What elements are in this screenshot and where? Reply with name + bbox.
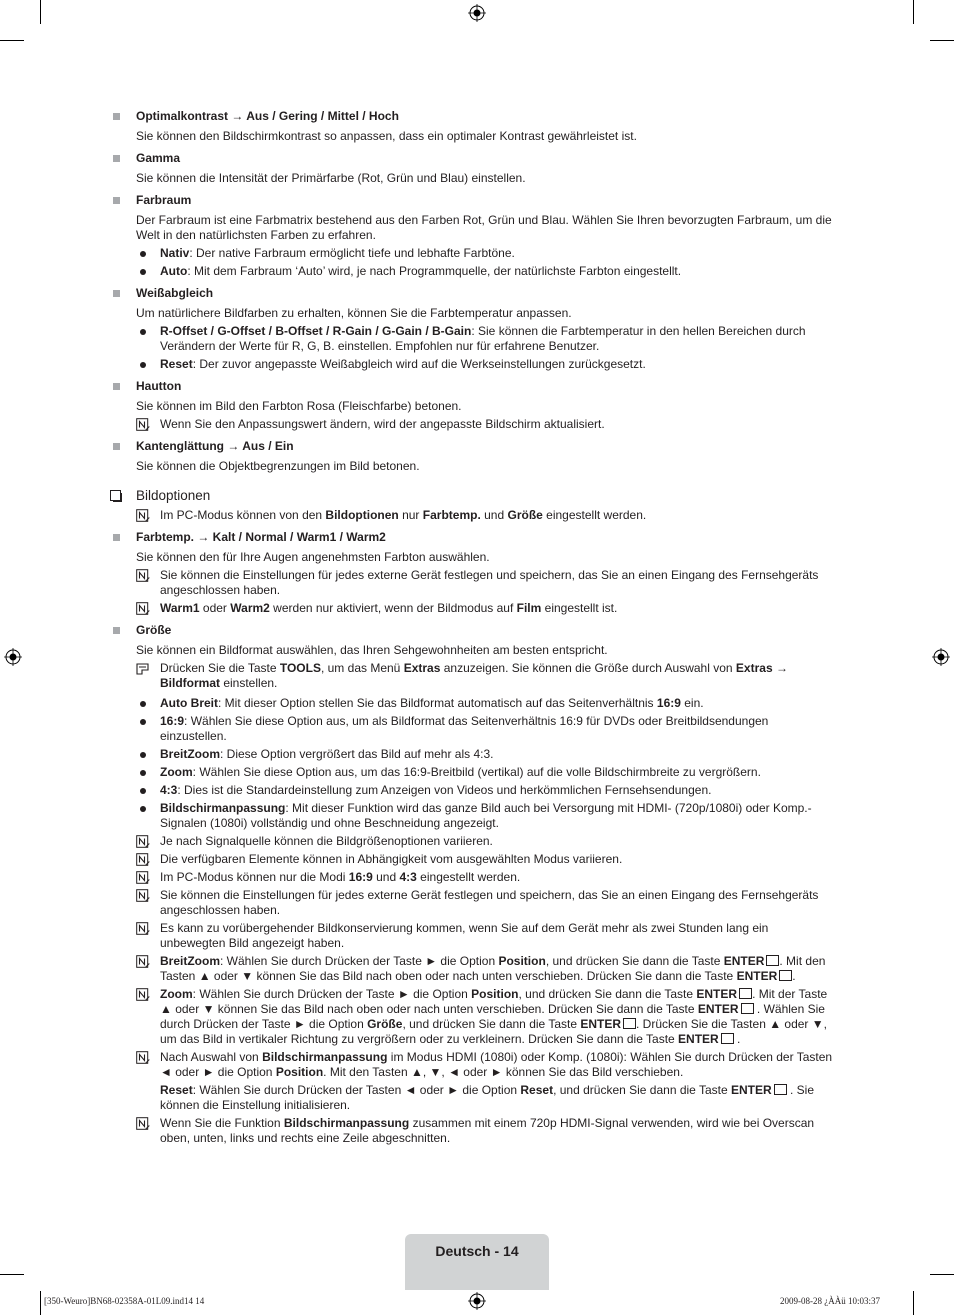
note-item bbox=[136, 852, 836, 867]
note-term: TOOLS bbox=[279, 661, 321, 675]
subsection-title: Bildoptionen bbox=[136, 488, 211, 503]
note-text: . Drücken Sie die Tasten ▲ oder ▼, um das Bild in vertikaler Richtung zu vergrößern oder zu verkleinern. Drücken Sie dann die Taste bbox=[160, 1017, 827, 1046]
note-text: zusammen mit einem 720p HDMI-Signal verwenden, wird wie bei Overscan oben, unten, links und rechts eine Zeile abgeschnitten. bbox=[160, 1116, 815, 1145]
note-text: anzuzeigen. Sie können die Größe durch Auswahl von bbox=[440, 661, 736, 675]
note-icon bbox=[136, 1117, 150, 1130]
note-text: : Wählen Sie durch Drücken der Tasten ◄ oder ► die Option bbox=[192, 1083, 521, 1097]
note-text: und bbox=[480, 508, 508, 522]
bullet-dot-icon bbox=[140, 362, 146, 368]
crop-mark bbox=[930, 1274, 954, 1275]
note-item bbox=[136, 1116, 836, 1146]
note-text: oder bbox=[199, 601, 231, 615]
note-item bbox=[136, 954, 836, 984]
note-term: ENTER bbox=[678, 1032, 719, 1046]
bullet-term: Auto bbox=[160, 264, 188, 278]
note-text: Die verfügbaren Elemente können in Abhängigkeit vom ausgewählten Modus variieren. bbox=[160, 852, 623, 866]
section-description: Sie können den Bildschirmkontrast so anpassen, dass ein optimaler Kontrast gewährleistet ist. bbox=[136, 129, 637, 143]
note-item bbox=[136, 921, 836, 951]
note-text: : Wählen Sie durch Drücken der Taste ► die Option bbox=[220, 954, 499, 968]
bullet-text: : Sie können die Farbtemperatur in den hellen Bereichen durch Verändern der Werte für R, G, B. einstellen. Empfohlen nur für erfahrene Benutzer. bbox=[160, 324, 806, 353]
bullet-term: 16:9 bbox=[160, 714, 185, 728]
note-item bbox=[136, 1050, 836, 1080]
section-description: Sie können im Bild den Farbton Rosa (Fleischfarbe) betonen. bbox=[136, 399, 462, 413]
section-kantenglaettung bbox=[110, 439, 836, 474]
note-text: eingestellt ist. bbox=[541, 601, 618, 615]
section-description: Um natürlichere Bildfarben zu erhalten, können Sie die Farbtemperatur anpassen. bbox=[136, 306, 572, 320]
bullet-text: : Der native Farbraum ermöglicht tiefe und lebhafte Farbtöne. bbox=[189, 246, 515, 260]
note-term: Farbtemp. bbox=[422, 508, 481, 522]
crop-mark bbox=[0, 40, 24, 41]
bullet-text: : Der zuvor angepasste Weißabgleich wird auf die Werkseinstellungen zurückgesetzt. bbox=[192, 357, 646, 371]
section-hautton bbox=[110, 379, 836, 432]
note-text: , und drücken Sie dann die Taste bbox=[518, 987, 697, 1001]
bullet-text: : Mit dieser Funktion wird das ganze Bild auch bei Versorgung mit HDMI- (720p/1080i) oder Komp.-Signalen (1080i) vollständig und ohne Beschneidung angezeigt. bbox=[160, 801, 812, 830]
section-title: Farbtemp. → Kalt / Normal / Warm1 / Warm2 bbox=[136, 530, 386, 544]
bullet-term: Reset bbox=[160, 357, 193, 371]
note-item bbox=[136, 508, 836, 523]
bullet-text: : Wählen Sie diese Option aus, um als Bildformat das Seitenverhältnis 16:9 für DVDs oder Breitbildsendungen einzustellen. bbox=[160, 714, 769, 743]
footer-timestamp: 2009-08-28 ¿ÀÀü 10:03:37 bbox=[780, 1296, 880, 1306]
note-term: 16:9 bbox=[348, 870, 373, 884]
bullet-item bbox=[136, 783, 836, 798]
bullet-text: : Mit dieser Option stellen Sie das Bildformat automatisch auf das Seitenverhältnis bbox=[218, 696, 657, 710]
note-text: . Mit den Tasten ▲, ▼, ◄ oder ► können Sie das Bild verschieben. bbox=[323, 1065, 684, 1079]
note-icon bbox=[136, 988, 150, 1001]
bullet-term: Bildschirmanpassung bbox=[160, 801, 286, 815]
section-groesse bbox=[110, 623, 836, 1146]
note-item bbox=[136, 888, 836, 918]
note-term: Zoom bbox=[160, 987, 193, 1001]
square-bullet-icon bbox=[113, 443, 120, 450]
reset-paragraph bbox=[136, 1083, 836, 1113]
enter-key-icon bbox=[721, 1033, 734, 1044]
enter-key-icon bbox=[739, 988, 752, 999]
section-description: Der Farbraum ist eine Farbmatrix bestehend aus den Farben Rot, Grün und Blau. Wählen Sie Ihren bevorzugten Farbraum, um die Welt in den natürlichsten Farben zu erfahren. bbox=[136, 213, 832, 242]
section-description: Sie können die Intensität der Primärfarbe (Rot, Grün und Blau) einstellen. bbox=[136, 171, 526, 185]
note-term: Warm1 bbox=[160, 601, 200, 615]
bullet-term: Nativ bbox=[160, 246, 190, 260]
note-icon bbox=[136, 418, 150, 431]
square-bullet-icon bbox=[113, 534, 120, 541]
bullet-item bbox=[136, 324, 836, 354]
note-text: Im PC-Modus können von den bbox=[160, 508, 326, 522]
note-item bbox=[136, 870, 836, 885]
note-text: : Wählen Sie durch Drücken der Taste ► die Option bbox=[192, 987, 472, 1001]
note-text: . Mit den Tasten ▲ oder ▼ können Sie das Bild nach oben oder nach unten verschieben. Drücken Sie dann die Taste bbox=[160, 954, 826, 983]
note-term: Reset bbox=[520, 1083, 554, 1097]
note-term: Bildoptionen bbox=[325, 508, 399, 522]
note-text: Es kann zu vorübergehender Bildkonservierung kommen, wenn Sie auf dem Gerät mehr als zwei Stunden lang ein unbewegten Bild angezeigt haben. bbox=[160, 921, 769, 950]
note-icon bbox=[136, 602, 150, 615]
note-text: einstellen. bbox=[220, 676, 278, 690]
bullet-item bbox=[136, 696, 836, 711]
note-icon bbox=[136, 889, 150, 902]
note-term: Position bbox=[275, 1065, 324, 1079]
bullet-term: 4:3 bbox=[160, 783, 178, 797]
note-text: Sie können die Einstellungen für jedes externe Gerät festlegen und speichern, das Sie an einen Eingang des Fernsehgeräts angeschlossen haben. bbox=[160, 568, 819, 597]
section-title: Hautton bbox=[136, 379, 182, 393]
note-term: Bildschirmanpassung bbox=[283, 1116, 410, 1130]
crop-mark bbox=[40, 1291, 41, 1315]
note-icon bbox=[136, 853, 150, 866]
bullet-term: Zoom bbox=[160, 765, 193, 779]
bullet-item bbox=[136, 264, 836, 279]
page-number: Deutsch - 14 bbox=[435, 1243, 519, 1259]
note-term: Warm2 bbox=[230, 601, 270, 615]
section-description: Sie können den für Ihre Augen angenehmsten Farbton auswählen. bbox=[136, 550, 490, 564]
tools-icon bbox=[136, 662, 150, 675]
note-text: . bbox=[792, 969, 796, 983]
bullet-dot-icon bbox=[140, 719, 146, 725]
tools-note bbox=[136, 661, 836, 691]
section-title: Gamma bbox=[136, 151, 181, 165]
manual-content bbox=[110, 109, 836, 1146]
note-text: Je nach Signalquelle können die Bildgrößenoptionen variieren. bbox=[160, 834, 493, 848]
note-term: Bildschirmanpassung bbox=[262, 1050, 388, 1064]
square-bullet-icon bbox=[113, 290, 120, 297]
note-term: Position bbox=[498, 954, 546, 968]
section-title: Farbraum bbox=[136, 193, 192, 207]
section-gamma bbox=[110, 151, 836, 186]
note-text: , und drücken Sie dann die Taste bbox=[545, 954, 724, 968]
note-icon bbox=[136, 922, 150, 935]
bullet-dot-icon bbox=[140, 269, 146, 275]
note-term: ENTER bbox=[696, 987, 738, 1001]
note-term: BreitZoom bbox=[160, 954, 220, 968]
note-term: ENTER bbox=[736, 969, 778, 983]
note-text: . Sie können die Einstellung initialisieren. bbox=[160, 1083, 815, 1112]
note-text: nur bbox=[398, 508, 423, 522]
note-text: eingestellt werden. bbox=[416, 870, 521, 884]
note-text: , und drücken Sie dann die Taste bbox=[402, 1017, 581, 1031]
note-icon bbox=[136, 569, 150, 582]
bullet-text: : Diese Option vergrößert das Bild auf mehr als 4:3. bbox=[220, 747, 494, 761]
square-bullet-icon bbox=[113, 383, 120, 390]
bullet-dot-icon bbox=[140, 806, 146, 812]
note-icon bbox=[136, 509, 150, 522]
note-term: ENTER bbox=[697, 1002, 739, 1016]
note-item bbox=[136, 417, 836, 432]
crop-mark bbox=[0, 1274, 24, 1275]
section-description: Sie können ein Bildformat auswählen, das Ihren Sehgewohnheiten am besten entspricht. bbox=[136, 643, 608, 657]
note-text: , und drücken Sie dann die Taste bbox=[553, 1083, 731, 1097]
crop-mark bbox=[40, 0, 41, 24]
bullet-dot-icon bbox=[140, 701, 146, 707]
note-text: Im PC-Modus können nur die Modi bbox=[160, 870, 349, 884]
bullet-term: BreitZoom bbox=[160, 747, 220, 761]
crop-mark bbox=[930, 40, 954, 41]
bullet-dot-icon bbox=[140, 788, 146, 794]
bullet-item bbox=[136, 246, 836, 261]
bullet-dot-icon bbox=[140, 329, 146, 335]
crop-mark bbox=[913, 0, 914, 24]
note-term: 4:3 bbox=[399, 870, 417, 884]
registration-mark-icon bbox=[932, 648, 950, 666]
section-weissabgleich bbox=[110, 286, 836, 372]
section-farbraum bbox=[110, 193, 836, 279]
bullet-item bbox=[136, 801, 836, 831]
bullet-dot-icon bbox=[140, 770, 146, 776]
section-title: Kantenglättung → Aus / Ein bbox=[136, 439, 294, 453]
note-term: Film bbox=[516, 601, 542, 615]
note-term: ENTER bbox=[730, 1083, 772, 1097]
section-title: Größe bbox=[136, 623, 172, 637]
crop-mark bbox=[913, 1291, 914, 1315]
note-term: Reset bbox=[160, 1083, 193, 1097]
bullet-text: : Dies ist die Standardeinstellung zum Anzeigen von Videos und herkömmlichen Fernsehsendungen. bbox=[177, 783, 712, 797]
square-bullet-icon bbox=[113, 113, 120, 120]
note-text: und bbox=[372, 870, 400, 884]
bullet-text: ein. bbox=[680, 696, 704, 710]
note-icon bbox=[136, 955, 150, 968]
note-term: Extras → bbox=[735, 661, 788, 675]
note-term: ENTER bbox=[723, 954, 765, 968]
bullet-dot-icon bbox=[140, 752, 146, 758]
registration-mark-icon bbox=[468, 1292, 486, 1310]
note-icon bbox=[136, 871, 150, 884]
note-term: Größe bbox=[507, 508, 543, 522]
bullet-term: Auto Breit bbox=[160, 696, 218, 710]
bullet-term: 16:9 bbox=[656, 696, 681, 710]
note-icon bbox=[136, 835, 150, 848]
section-description: Sie können die Objektbegrenzungen im Bild betonen. bbox=[136, 459, 420, 473]
square-bullet-icon bbox=[113, 155, 120, 162]
section-title: Optimalkontrast → Aus / Gering / Mittel / Hoch bbox=[136, 109, 399, 123]
bullet-item bbox=[136, 765, 836, 780]
note-text: , um das Menü bbox=[320, 661, 404, 675]
bullet-text: : Mit dem Farbraum ‘Auto’ wird, je nach Programmquelle, der natürlichste Farbton eingestellt. bbox=[187, 264, 682, 278]
bullet-item bbox=[136, 357, 836, 372]
bullet-term: R-Offset / G-Offset / B-Offset / R-Gain / G-Gain / B-Gain bbox=[160, 324, 472, 338]
note-item bbox=[136, 568, 836, 598]
subsection-bildoptionen bbox=[110, 488, 836, 523]
note-text: Wenn Sie den Anpassungswert ändern, wird der angepasste Bildschirm aktualisiert. bbox=[160, 417, 605, 431]
note-term: Bildformat bbox=[160, 676, 220, 690]
note-text: eingestellt werden. bbox=[542, 508, 647, 522]
registration-mark-icon bbox=[4, 648, 22, 666]
note-text: Nach Auswahl von bbox=[160, 1050, 263, 1064]
note-text: . bbox=[733, 1032, 741, 1046]
note-text: . Mit der Taste ▲ oder ▼ können Sie das Bild nach oben oder nach unten verschieben. Drücken Sie dann die Taste bbox=[160, 987, 828, 1016]
note-item bbox=[136, 834, 836, 849]
note-term: Größe bbox=[367, 1017, 403, 1031]
enter-key-icon bbox=[766, 955, 779, 966]
square-bullet-icon bbox=[113, 627, 120, 634]
square-bullet-icon bbox=[113, 197, 120, 204]
note-text: . Wählen Sie durch Drücken der Taste ► die Option bbox=[160, 1002, 825, 1031]
section-optimalkontrast bbox=[110, 109, 836, 144]
note-text: Drücken Sie die Taste bbox=[160, 661, 280, 675]
note-icon bbox=[136, 1051, 150, 1064]
note-text: werden nur aktiviert, wenn der Bildmodus auf bbox=[269, 601, 517, 615]
bullet-dot-icon bbox=[140, 251, 146, 257]
enter-key-icon bbox=[779, 970, 792, 981]
section-farbtemp bbox=[110, 530, 836, 616]
note-text: Sie können die Einstellungen für jedes externe Gerät festlegen und speichern, das Sie an einen Eingang des Fernsehgeräts angeschlossen haben. bbox=[160, 888, 819, 917]
enter-key-icon bbox=[774, 1084, 787, 1095]
registration-mark-icon bbox=[468, 4, 486, 22]
note-term: ENTER bbox=[580, 1017, 622, 1031]
footer-file-info: [350-Weuro]BN68-02358A-01L09.ind14 14 bbox=[44, 1296, 205, 1306]
bullet-item bbox=[136, 747, 836, 762]
note-text: Wenn Sie die Funktion bbox=[160, 1116, 284, 1130]
bullet-text: : Wählen Sie diese Option aus, um das 16:9-Breitbild (vertikal) auf die volle Bildschirmbreite zu vergrößern. bbox=[192, 765, 761, 779]
enter-key-icon bbox=[623, 1018, 636, 1029]
note-term: Position bbox=[471, 987, 519, 1001]
note-term: Extras bbox=[403, 661, 441, 675]
note-text: im Modus HDMI (1080i) oder Komp. (1080i): Wählen Sie durch Drücken der Tasten ◄ oder ► die Option bbox=[160, 1050, 833, 1079]
enter-key-icon bbox=[741, 1003, 754, 1014]
note-item bbox=[136, 601, 836, 616]
bullet-item bbox=[136, 714, 836, 744]
section-title: Weißabgleich bbox=[136, 286, 214, 300]
checkbox-heading-icon bbox=[110, 490, 121, 501]
note-item bbox=[136, 987, 836, 1047]
